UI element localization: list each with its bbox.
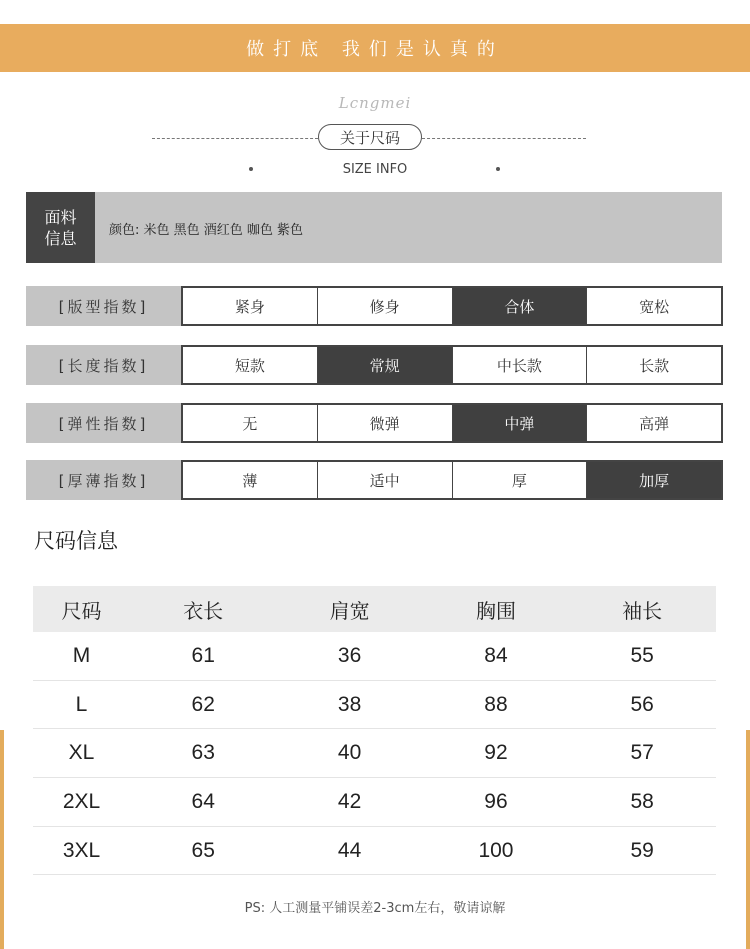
index-option: 修身 (317, 288, 452, 324)
table-cell: 61 (191, 643, 215, 667)
index-option-selected: 加厚 (586, 462, 721, 498)
table-cell: 58 (630, 789, 654, 813)
divider-right (422, 138, 586, 139)
index-label: [厚薄指数] (26, 460, 181, 500)
index-label: [长度指数] (26, 345, 181, 385)
index-option: 中长款 (452, 347, 587, 383)
size-info-title: 关于尺码 (318, 124, 422, 150)
index-row (26, 286, 723, 326)
size-table-title: 尺码信息 (34, 529, 118, 553)
index-option: 紧身 (234, 297, 265, 316)
index-option-selected: 常规 (317, 347, 452, 383)
index-option: 宽松 (586, 288, 721, 324)
table-cell: 55 (630, 643, 654, 667)
table-cell: 2XL (62, 789, 101, 813)
index-label: [版型指数] (26, 286, 181, 326)
table-cell: 88 (484, 692, 508, 716)
top-banner: 做打底 我们是认真的 (0, 24, 750, 72)
index-row (26, 460, 723, 500)
table-row (33, 632, 716, 681)
index-option: 厚 (452, 462, 587, 498)
measurement-note: PS: 人工测量平铺误差2-3cm左右，敬请谅解 (244, 901, 506, 916)
index-options (181, 403, 723, 443)
fabric-label-line2: 信息 (44, 228, 77, 248)
table-row (33, 681, 716, 730)
left-edge-stripe (0, 730, 4, 949)
table-cell: 64 (191, 789, 215, 813)
index-options (181, 345, 723, 385)
divider-left (152, 138, 318, 139)
index-option: 薄 (242, 471, 258, 490)
table-cell: 100 (478, 838, 514, 862)
table-cell: 62 (191, 692, 215, 716)
table-cell: 96 (484, 789, 508, 813)
size-table (33, 586, 716, 875)
table-cell: 84 (484, 643, 508, 667)
index-option: 无 (242, 414, 258, 433)
table-cell: 3XL (62, 838, 101, 862)
table-row (33, 827, 716, 876)
index-options (181, 460, 723, 500)
index-option-selected: 合体 (452, 288, 587, 324)
brand-logo: Lcngmei (338, 94, 412, 112)
index-options (181, 286, 723, 326)
table-cell: M (72, 643, 91, 667)
table-cell: 36 (337, 643, 362, 667)
index-option: 短款 (234, 356, 265, 375)
fabric-colors-text: 颜色: 米色 黑色 酒红色 咖色 紫色 (109, 223, 304, 238)
table-cell: 42 (337, 789, 362, 813)
fabric-label-line1: 面料 (44, 207, 77, 227)
fabric-info-label (26, 192, 95, 263)
index-option-selected: 中弹 (452, 405, 587, 441)
index-option: 适中 (317, 462, 452, 498)
table-row (33, 729, 716, 778)
table-cell: 57 (630, 741, 654, 765)
index-option: 高弹 (586, 405, 721, 441)
size-info-subtitle: SIZE INFO (342, 162, 408, 177)
right-edge-stripe (746, 730, 750, 949)
index-row (26, 403, 723, 443)
table-cell: 63 (191, 741, 215, 765)
table-header-cell: 衣长 (183, 598, 224, 623)
index-label: [弹性指数] (26, 403, 181, 443)
table-header-cell: 尺码 (61, 598, 102, 623)
table-header-cell: 袖长 (622, 598, 663, 623)
table-cell: 59 (630, 838, 654, 862)
table-cell: 56 (630, 692, 654, 716)
table-cell: 40 (337, 741, 362, 765)
table-header-cell: 胸围 (475, 598, 516, 623)
table-cell: 65 (191, 838, 215, 862)
table-cell: 38 (337, 692, 362, 716)
table-cell: 92 (484, 741, 508, 765)
table-header-cell: 肩宽 (329, 598, 370, 623)
index-option: 长款 (586, 347, 721, 383)
index-option: 微弹 (317, 405, 452, 441)
index-row (26, 345, 723, 385)
table-row (33, 778, 716, 827)
bullet-dot-right (496, 167, 500, 171)
table-cell: L (75, 692, 88, 716)
table-header-row (33, 586, 716, 632)
fabric-info-panel (26, 192, 722, 263)
table-cell: 44 (337, 838, 362, 862)
table-cell: XL (68, 741, 95, 765)
